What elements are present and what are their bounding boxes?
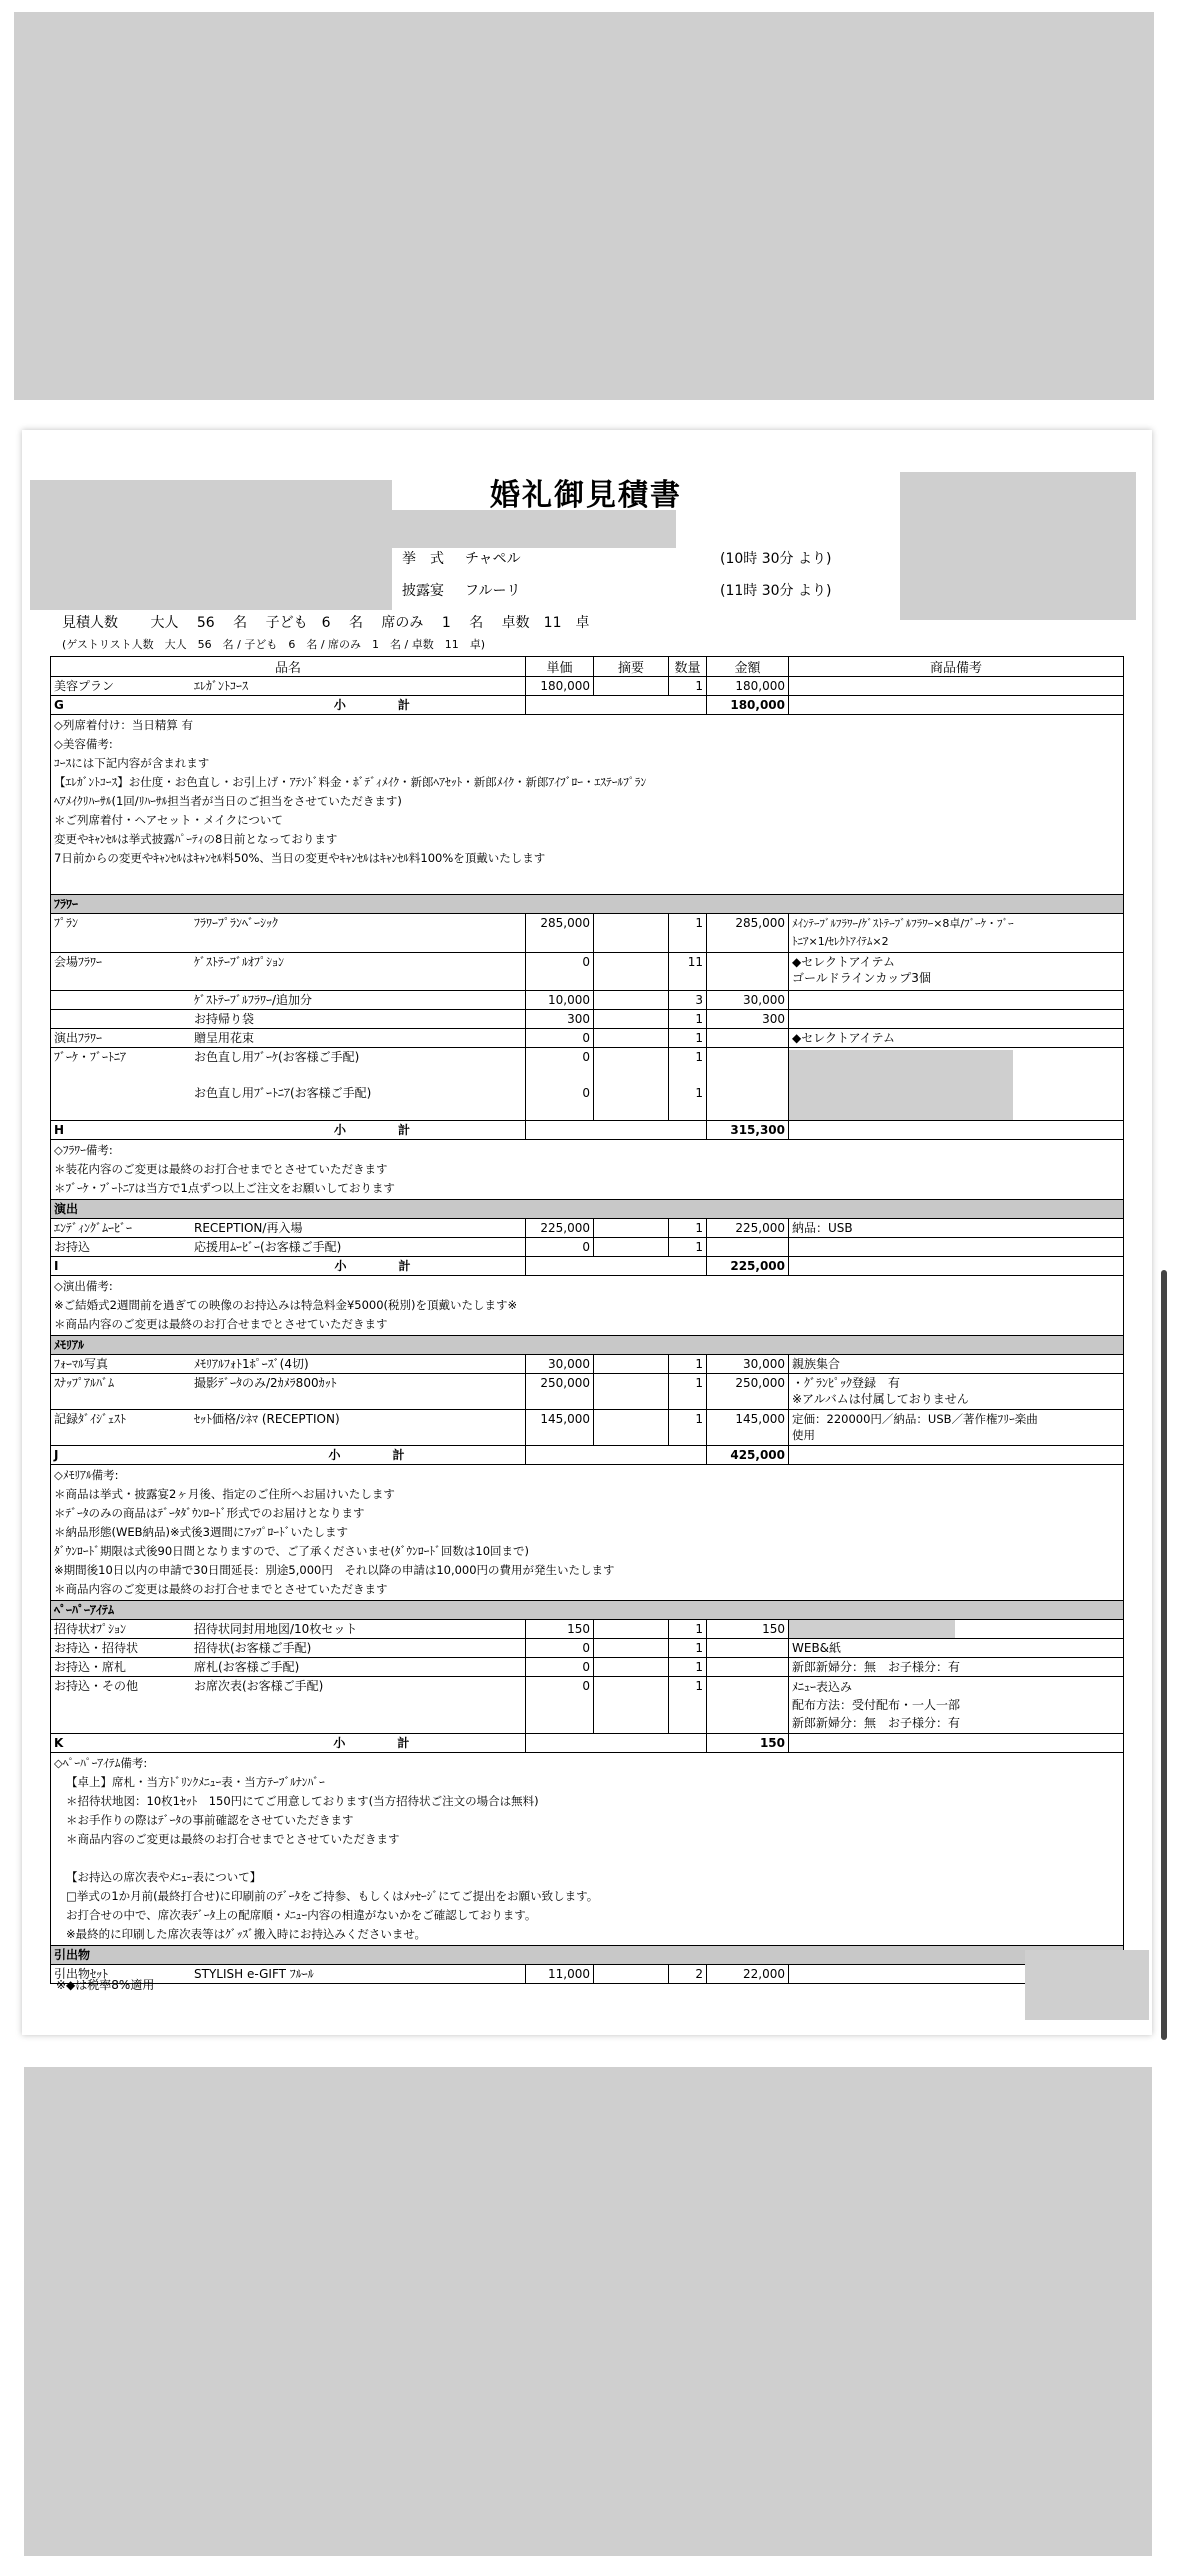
ceremony-venue: チャペル	[465, 551, 521, 567]
redacted-block	[789, 1620, 955, 1638]
table-row: 演出ﾌﾗﾜｰ 贈呈用花束 0 1 ◆セレクトアイテム	[51, 1029, 1124, 1048]
notes-block: ◇ﾍﾟｰﾊﾟｰｱｲﾃﾑ備考: 【卓上】席札・当方ﾄﾞﾘﾝｸﾒﾆｭｰ表・当方ﾃｰﾌﾞﾙﾅﾝﾊﾞｰ ＊招待状地図：10枚1ｾｯﾄ 150円にてご用意しております(当方招待状ご注文の場合は無料) ＊お手作りの際はﾃﾞｰﾀの事前確認をさせていただきます ＊商品内容のご変更は最終のお打合せまでとさせていただきます 【お持込の席次表やﾒﾆｭｰ表について】 □挙式の1か月前(最終打合せ)に印刷前のﾃﾞｰﾀをご持参、もしくはﾒｯｾｰｼﾞにてご提出をお願い致します。 お打合せの中で、席次表ﾃﾞｰﾀ上の配席順・ﾒﾆｭｰ内容の相違がないかをご確認しております。 ※最終的に印刷した席次表等はｸﾞｯｽﾞ搬入時にお持込みくださいませ。	[51, 1753, 1124, 1946]
table-row: お持込・その他 お席次表(お客様ご手配) 0 1 ﾒﾆｭｰ表込み 配布方法：受付配布・一人一部 新郎新婦分：無 お子様分：有	[51, 1677, 1124, 1734]
redacted-block	[1025, 1950, 1149, 2020]
subtotal-row: J 小 計 425,000	[51, 1446, 1124, 1465]
notes-block: ◇列席着付け：当日精算 有 ◇美容備考: ｺｰｽには下記内容が含まれます 【ｴﾚｶﾞﾝﾄｺｰｽ】お仕度・お色直し・お引上げ・ｱﾃﾝﾄﾞ料金・ﾎﾞﾃﾞｨﾒｲｸ・新郎ﾍｱｾｯﾄ・新郎ﾒｲｸ・新郎ｱｲﾌﾞﾛｰ・ｴｽﾃｰﾙﾌﾟﾗﾝ ﾍｱﾒｲｸﾘﾊｰｻﾙ(1回/ﾘﾊｰｻﾙ担当者が当日のご担当をさせていただきます) ＊ご列席着付・ヘアセット・メイクについて 変更やｷｬﾝｾﾙは挙式披露ﾊﾟｰﾃｨの8日前となっております 7日前からの変更やｷｬﾝｾﾙはｷｬﾝｾﾙ料50%、当日の変更やｷｬﾝｾﾙはｷｬﾝｾﾙ料100%を頂戴いたします	[51, 715, 1124, 895]
section-header: ﾌﾗﾜｰ	[51, 895, 1124, 914]
redacted-block	[14, 12, 1154, 400]
table-row: 招待状ｵﾌﾟｼｮﾝ 招待状同封用地図/10枚セット 150 1 150	[51, 1620, 1124, 1639]
table-row: お持込・招待状 招待状(お客様ご手配) 0 1 WEB&紙	[51, 1639, 1124, 1658]
table-header	[51, 657, 1124, 677]
table-row: 引出物ｾｯﾄ STYLISH e-GIFT ﾌﾙｰﾙ 11,000 2 22,000	[51, 1965, 1124, 1984]
tax-note: ※◆は税率8%適用	[56, 1978, 155, 1992]
col-price: 単価	[526, 657, 594, 677]
section-header: 演出	[51, 1200, 1124, 1219]
col-qty: 数量	[669, 657, 707, 677]
notes-block: ◇ﾒﾓﾘｱﾙ備考: ＊商品は挙式・披露宴2ヶ月後、指定のご住所へお届けいたします ＊ﾃﾞｰﾀのみの商品はﾃﾞｰﾀﾀﾞｳﾝﾛｰﾄﾞ形式でのお届けとなります ＊納品形態(WEB納品)※式後3週間にｱｯﾌﾟﾛｰﾄﾞいたします ﾀﾞｳﾝﾛｰﾄﾞ期限は式後90日間となりますので、ご了承くださいませ(ﾀﾞｳﾝﾛｰﾄﾞ回数は10回まで) ※期間後10日以内の申請で30日間延長：別途5,000円 それ以降の申請は10,000円の費用が発生いたします ＊商品内容のご変更は最終のお打合せまでとさせていただきます	[51, 1465, 1124, 1601]
ceremony-label: 挙 式	[402, 551, 444, 567]
section-header: ﾍﾟｰﾊﾟｰｱｲﾃﾑ	[51, 1601, 1124, 1620]
previous-page	[0, 0, 1179, 410]
notes-block: ◇演出備考: ※ご結婚式2週間前を過ぎての映像のお持込みは特急料金¥5000(税別)を頂戴いたします※ ＊商品内容のご変更は最終のお打合せまでとさせていただきます	[51, 1276, 1124, 1336]
redacted-block	[392, 510, 676, 548]
page-title: 婚礼御見積書	[490, 478, 682, 513]
reception-time: (11時 30分 より)	[720, 583, 832, 599]
section-header: 引出物	[51, 1946, 1124, 1965]
table-row: ﾌﾟﾗﾝ ﾌﾗﾜｰﾌﾟﾗﾝﾍﾞｰｼｯｸ 285,000 1 285,000 ﾒｲﾝﾃｰﾌﾞﾙﾌﾗﾜｰ/ｹﾞｽﾄﾃｰﾌﾞﾙﾌﾗﾜｰ×8卓/ﾌﾞｰｹ・ﾌﾞｰ ﾄﾆｱ×1/ｾﾚｸﾄｱｲﾃﾑ×2	[51, 914, 1124, 953]
subtotal-row: G 小 計 180,000	[51, 696, 1124, 715]
guest-count: 見積人数 大人 56 名 子ども 6 名 席のみ 1 名 卓数 11 卓	[62, 615, 590, 631]
col-summary: 摘要	[594, 657, 669, 677]
ceremony-time: (10時 30分 より)	[720, 551, 832, 567]
subtotal-row: K 小 計 150	[51, 1734, 1124, 1753]
table-row: ｴﾝﾃﾞｨﾝｸﾞﾑｰﾋﾞｰ RECEPTION/再入場 225,000 1 225,000 納品：USB	[51, 1219, 1124, 1238]
subtotal-row: I 小 計 225,000	[51, 1257, 1124, 1276]
estimate-table	[50, 656, 1124, 1984]
guestlist-count: (ゲストリスト人数 大人 56 名 / 子ども 6 名 / 席のみ 1 名 / 卓数 11 卓)	[62, 638, 486, 651]
table-row: 美容プラン ｴﾚｶﾞﾝﾄｺｰｽ 180,000 1 180,000	[51, 677, 1124, 696]
subtotal-row: H 小 計 315,300	[51, 1121, 1124, 1140]
redacted-block	[900, 472, 1136, 620]
redacted-block	[24, 2067, 1152, 2556]
redacted-block	[789, 1050, 1013, 1120]
table-row: お持帰り袋 300 1 300	[51, 1010, 1124, 1029]
table-row: お持込 応援用ﾑｰﾋﾞｰ(お客様ご手配) 0 1	[51, 1238, 1124, 1257]
redacted-block	[30, 480, 392, 610]
table-row: ｹﾞｽﾄﾃｰﾌﾞﾙﾌﾗﾜｰ/追加分 10,000 3 30,000	[51, 991, 1124, 1010]
table-row: 会場ﾌﾗﾜｰ ｹﾞｽﾄﾃｰﾌﾞﾙｵﾌﾟｼｮﾝ 0 11 ◆セレクトアイテム ゴールドラインカップ3個	[51, 953, 1124, 991]
col-amount: 金額	[707, 657, 789, 677]
notes-block: ◇ﾌﾗﾜｰ備考: ＊装花内容のご変更は最終のお打合せまでとさせていただきます ＊ﾌﾞｰｹ・ﾌﾞｰﾄﾆｱは当方で1点ずつ以上ご注文をお願いしております	[51, 1140, 1124, 1200]
table-row: お持込・席札 席札(お客様ご手配) 0 1 新郎新婦分：無 お子様分：有	[51, 1658, 1124, 1677]
table-row: お色直し用ﾌﾞｰﾄﾆｱ(お客様ご手配) 0 1	[51, 1084, 1124, 1121]
col-note: 商品備考	[789, 657, 1124, 677]
next-page	[0, 2055, 1179, 2556]
table-row: ﾌﾞｰｹ・ﾌﾞｰﾄﾆｱ お色直し用ﾌﾞｰｹ(お客様ご手配) 0 1	[51, 1048, 1124, 1085]
table-row: ﾌｫｰﾏﾙ写真 ﾒﾓﾘｱﾙﾌｫﾄ1ﾎﾟｰｽﾞ(4切) 30,000 1 30,000 親族集合	[51, 1355, 1124, 1374]
table-row: ｽﾅｯﾌﾟｱﾙﾊﾞﾑ 撮影ﾃﾞｰﾀのみ/2ｶﾒﾗ800ｶｯﾄ 250,000 1 250,000 ・ｸﾞﾗﾝﾋﾟｯｸ登録 有 ※アルバムは付属しておりません	[51, 1374, 1124, 1410]
scrollbar[interactable]	[1161, 1270, 1167, 2040]
section-header: ﾒﾓﾘｱﾙ	[51, 1336, 1124, 1355]
reception-label: 披露宴	[402, 583, 444, 599]
col-item: 品名	[51, 657, 526, 677]
reception-venue: フルーリ	[465, 583, 521, 599]
table-row: 記録ﾀﾞｲｼﾞｪｽﾄ ｾｯﾄ価格/ｼﾈﾏ (RECEPTION) 145,000 1 145,000 定価：220000円／納品：USB／著作権ﾌﾘｰ楽曲 使用	[51, 1410, 1124, 1446]
